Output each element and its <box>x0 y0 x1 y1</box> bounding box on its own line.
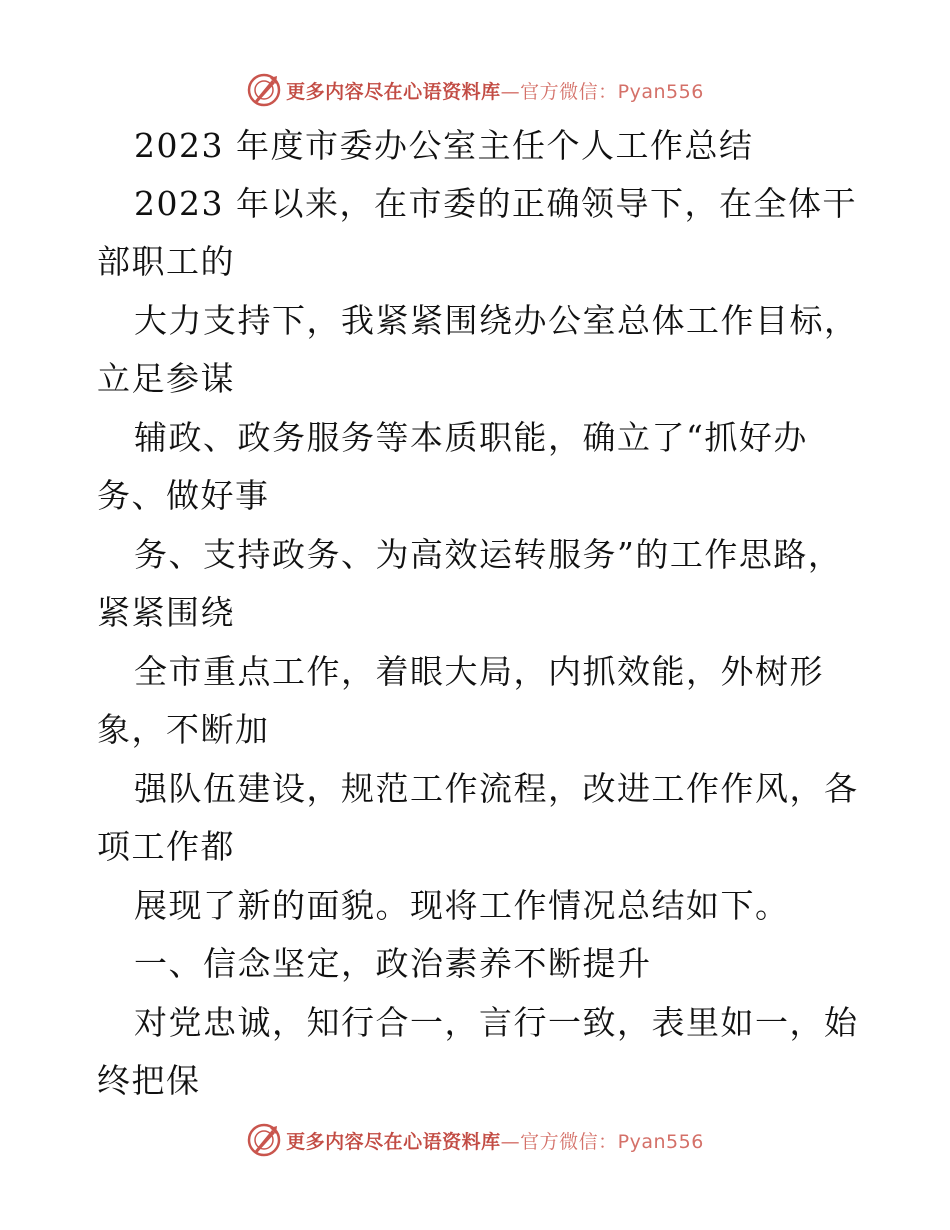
text-line: 终把保 <box>97 1061 201 1100</box>
text-line: 紧紧围绕 <box>97 593 235 632</box>
text-line: 立足参谋 <box>97 359 235 398</box>
watermark-bold-text: 更多内容尽在心语资料库 <box>286 1130 501 1153</box>
text-line: 项工作都 <box>97 827 235 866</box>
watermark-banner-top <box>0 70 950 110</box>
text-line: 大力支持下，我紧紧围绕办公室总体工作目标， <box>134 301 859 340</box>
watermark-banner-bottom <box>0 1120 950 1160</box>
watermark-bold-text: 更多内容尽在心语资料库 <box>286 80 501 103</box>
text-line: 象，不断加 <box>97 710 270 749</box>
text-line: 辅政、政务服务等本质职能，确立了“抓好办 <box>134 418 808 457</box>
text-line: 2023 年以来，在市委的正确领导下，在全体干 <box>134 184 857 223</box>
text-line: 部职工的 <box>97 242 235 281</box>
text-line: 务、支持政务、为高效运转服务”的工作思路， <box>134 535 843 574</box>
quill-logo-icon <box>246 1122 282 1158</box>
quill-logo-icon <box>246 72 282 108</box>
section-heading: 一、信念坚定，政治素养不断提升 <box>134 944 652 983</box>
text-line: 展现了新的面貌。现将工作情况总结如下。 <box>134 886 790 925</box>
text-line: 对党忠诚，知行合一，言行一致，表里如一，始 <box>134 1003 859 1042</box>
watermark-light-text: —官方微信：Pyan556 <box>500 80 704 103</box>
text-line: 强队伍建设，规范工作流程，改进工作作风，各 <box>134 769 859 808</box>
document-title: 2023 年度市委办公室主任个人工作总结 <box>134 126 754 165</box>
watermark-light-text: —官方微信：Pyan556 <box>500 1130 704 1153</box>
text-line: 全市重点工作，着眼大局，内抓效能，外树形 <box>134 652 824 691</box>
text-line: 务、做好事 <box>97 476 270 515</box>
